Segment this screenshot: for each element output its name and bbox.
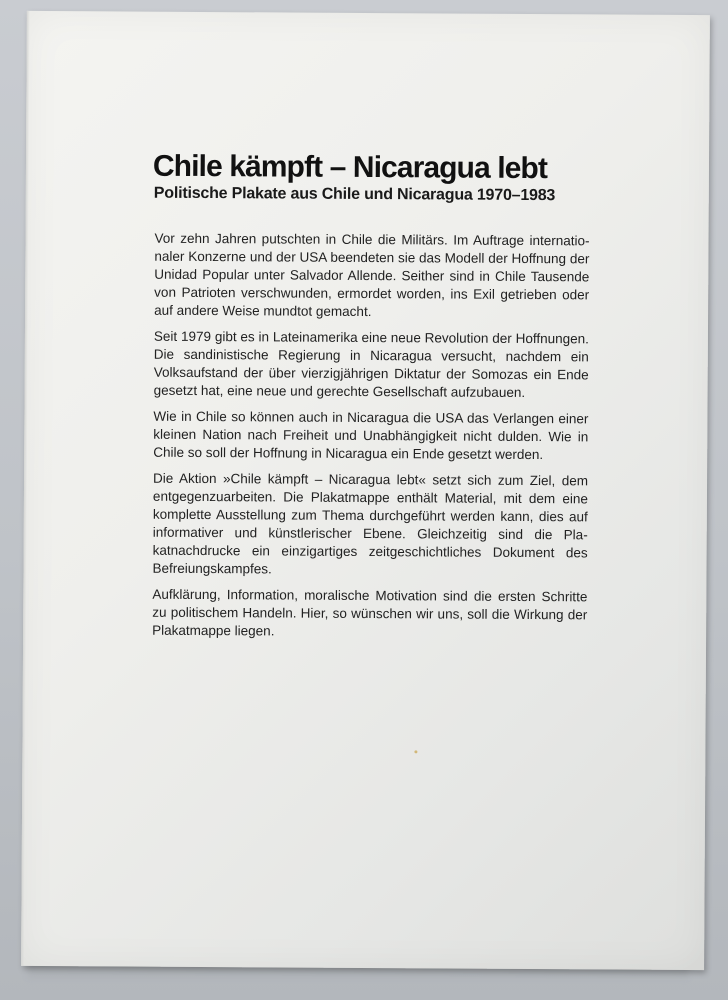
paragraph-5: Aufklärung, Information, moralische Motivation sind die ersten Schritte zu politischem Handeln. Hier, so wünschen wir uns, soll die Wirkung der Plakatmappe liegen. bbox=[152, 586, 588, 639]
document-title: Chile kämpft – Nicaragua lebt bbox=[152, 149, 548, 186]
paragraph-1: Vor zehn Jahren putschten in Chile die Militärs. Im Auftrage internationaler Konzerne und der USA beendeten sie das Modell der Hoffnung der Unidad Popular unter Salvador Allende. Seither sind in Chile Tausende von Patrioten verschwunden, ermordet worden, ins Exil getrieben oder auf andere Weise mundtot gemacht. bbox=[154, 230, 590, 320]
document-subtitle: Politische Plakate aus Chile und Nicaragua 1970–1983 bbox=[153, 184, 556, 205]
paper-speck bbox=[414, 750, 417, 753]
paragraph-2: Seit 1979 gibt es in Lateinamerika eine neue Revolution der Hoffnungen. Die sandinistische Regierung in Nicaragua versucht, nachdem ein Volksaufstand der über vierzigjährigen Diktatur der Somozas ein Ende gesetzt hat, eine neue und gerechte Gesellschaft aufzubauen. bbox=[153, 328, 589, 400]
document-content bbox=[150, 150, 593, 651]
paper-edge bbox=[21, 11, 30, 966]
paper-sheet bbox=[21, 11, 710, 970]
paragraph-3: Wie in Chile so können auch in Nicaragua die USA das Verlangen einer kleinen Nation nach Freiheit und Unabhängigkeit nicht dulden. Wie in Chile so soll der Hoffnung in Nicaragua ein Ende gesetzt werden. bbox=[153, 408, 589, 463]
document-body bbox=[150, 230, 589, 643]
paragraph-4: Die Aktion »Chile kämpft – Nicaragua lebt« setzt sich zum Ziel, dem entgegenzuarbeiten. Die Plakatmappe enthält Material, mit dem eine komplette Ausstellung zum Thema durchgeführt werden kann, dies auf informativer und künstlerischer Ebene. Gleichzeitig sind die Plakatnachdrucke ein einzigartiges zeitgeschichtliches Dokument des Befreiungskampfes. bbox=[152, 470, 589, 577]
